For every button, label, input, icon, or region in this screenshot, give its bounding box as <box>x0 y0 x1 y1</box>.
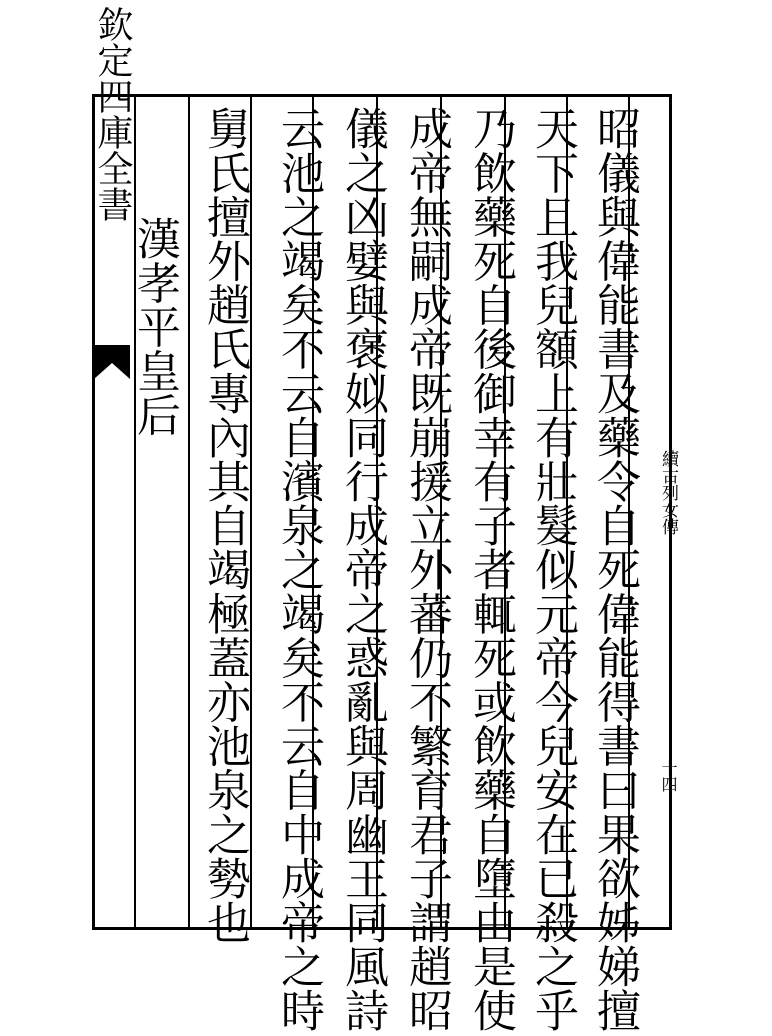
text-column-7: 舅氏擅外趙氏專內其自竭極蓋亦池泉之勢也 <box>199 106 250 944</box>
book-title: 續古列女傳 <box>658 450 678 535</box>
text-column-3: 乃飲藥死自後御幸有子者輒死或飲藥自墮由是使 <box>465 106 516 1033</box>
text-column-4: 成帝無嗣成帝既崩援立外蕃仍不繁育君子謂趙昭 <box>401 106 452 1033</box>
text-column-5: 儀之凶嬖與褒姒同行成帝之惑亂與周幽王同風詩 <box>337 106 388 1033</box>
text-column-6: 云池之竭矣不云自濱泉之竭矣不云自中成帝之時 <box>273 106 324 1033</box>
text-column-2: 天下且我兒額上有壯髮似元帝今兒安在已殺之乎 <box>527 106 578 1033</box>
page-number: 十四 <box>659 760 678 792</box>
column-rule <box>250 94 252 930</box>
collection-title: 欽定四庫全書 <box>92 6 133 222</box>
section-heading: 漢孝平皇后 <box>129 216 180 437</box>
column-rule <box>188 94 190 930</box>
text-column-1: 昭儀與偉能書及藥令自死偉能得書曰果欲姊娣擅 <box>589 106 640 1033</box>
